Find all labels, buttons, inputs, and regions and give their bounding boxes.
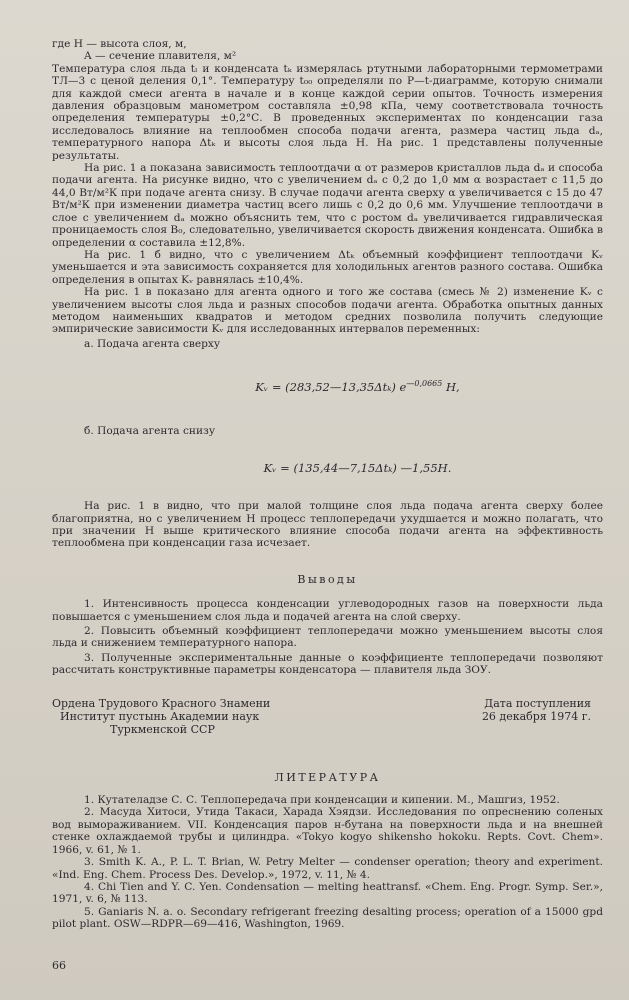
eq-b-lhs: Kᵥ — [263, 460, 277, 475]
institution-line: Ордена Трудового Красного Знамени — [52, 696, 271, 710]
reference-item: 4. Chi Tien and Y. C. Yen. Condensation — melting heattransf. «Chem. Eng. Progr. Symp. Ser.», 1971, v. 6, № 113. — [52, 880, 603, 906]
paragraph-fig1v: На рис. 1 в показано для агента одного и того же состава (смесь № 2) изменение Kᵥ с увеличением высоты слоя льда и разных способов подачи агента. Обработка опытных данных методом наименьших квадратов и методом средних позволила получить следующие эмпирические зависимости Kᵥ для исследованных интервалов переменных: — [52, 286, 603, 336]
reference-item: 2. Масуда Хитоси, Утида Такаси, Харада Хэядзи. Исследования по опреснению соленых вод вымораживанием. VII. Конденсация паров н-бутана на поверхности льда и на внешней стенке охлаждаемой трубы и цилиндра. «Tokyo kogyo shikensho hokoku. Repts. Covt. Chem». 1966, v. 61, № 1. — [52, 806, 603, 856]
received-info — [482, 697, 603, 736]
eq-a-lhs: Kᵥ — [255, 379, 269, 394]
received-date: 26 декабря 1974 г. — [481, 709, 591, 723]
equation-top-feed — [52, 378, 603, 393]
eq-b-rhs: = (135,44—7,15Δtₖ) —1,55H. — [280, 460, 452, 475]
conclusion-item: 2. Повысить объемный коэффициент теплопередачи можно уменьшением высоты слоя льда и снижением температурного напора. — [52, 625, 603, 650]
reference-item: 3. Smith K. A., P. L. T. Brian, W. Petry Melter — condenser operation; theory and experiment. «Ind. Eng. Chem. Process Des. Develop.», 1972, v. 11, № 4. — [52, 856, 603, 881]
affiliation-block — [52, 697, 603, 736]
where-line-a: A — сечение плавителя, м² — [84, 50, 237, 63]
intro-paragraph: Температура слоя льда tₗ и конденсата tₖ измерялась ртутными лабораторными термометрами ТЛ—3 с ценой деления 0,1°. Температуру t₀₀ определяли по P—t-диаграмме, которую снимали для каждой смеси агента в начале и в конце каждой серии опытов. Точность измерения давления образцовым манометром составляла ±0,98 кПа, чему соответствовала точность определения температуры ±0,2°С. В проведенных экспериментах по конденсации газа исследовалось влияние на теплообмен способа подачи агента, размера частиц льда dₐ, температурного напора Δtₖ и высоты слоя льда H. На рис. 1 представлены полученные результаты. — [52, 62, 603, 162]
case-b-label: б. Подача агента снизу — [84, 425, 216, 438]
literature-heading: ЛИТЕРАТУРА — [274, 770, 381, 784]
paragraph-fig1v-2: На рис. 1 в видно, что при малой толщине слоя льда подача агента сверху более благоприятна, но с увеличением H процесс теплопередачи ухудшается и можно полагать, что при значении H выше критического влияние способа подачи агента на эффективность теплообмена при конденсации газа исчезает. — [52, 500, 603, 550]
reference-item: 5. Ganiaris N. a. o. Secondary refrigerant freezing desalting process; operation of a 15000 gpd pilot plant. OSW—RDPR—69—416, Washington, 1969. — [52, 905, 603, 931]
equation-bottom-feed — [52, 462, 603, 474]
conclusions-list — [52, 598, 603, 676]
page-number: 66 — [52, 959, 66, 972]
paragraph-fig1b: На рис. 1 б видно, что с увеличением Δtₖ объемный коэффициент теплоотдачи Kᵥ уменьшается и эта зависимость сохраняется для холодильных агентов разного состава. Ошибка определения в опытах Kᵥ равнялась ±10,4%. — [52, 248, 603, 286]
eq-a-tail: H, — [442, 379, 460, 394]
received-label: Дата поступления — [484, 696, 591, 710]
conclusion-item: 1. Интенсивность процесса конденсации углеводородных газов на поверхности льда повышается с уменьшением слоя льда и подачей агента на слой сверху. — [52, 598, 603, 623]
institution-line: Туркменской ССР — [110, 722, 215, 736]
case-a-label: а. Подача агента сверху — [84, 337, 221, 350]
eq-a-mid: = (283,52—13,35Δtₖ) e — [271, 379, 407, 394]
conclusions-heading: Выводы — [297, 572, 358, 586]
reference-list — [52, 794, 603, 930]
reference-item: 1. Кутателадзе С. С. Теплопередача при конденсации и кипении. М., Машгиз, 1952. — [84, 794, 560, 807]
paragraph-fig1a: На рис. 1 а показана зависимость теплоотдачи α от размеров кристаллов льда dₐ и способа подачи агента. На рисунке видно, что с увеличением dₐ с 0,2 до 1,0 мм α возрастает с 11,5 до 44,0 Вт/м²К при подаче агента снизу. В случае подачи агента сверху α увеличивается с 15 до 47 Вт/м²К при изменении диаметра частиц всего лишь с 0,2 до 0,6 мм. Улучшение теплоотдачи в слое с увеличением dₐ можно объяснить тем, что с ростом dₐ увеличивается гидравлическая проницаемость слоя B₀, следовательно, увеличивается скорость движения конденсата. Ошибка в определении α составила ±12,8%. — [52, 162, 603, 249]
conclusion-item: 3. Полученные экспериментальные данные о коэффициенте теплопередачи позволяют рассчитать конструктивные параметры конденсатора — плавителя льда ЗОУ. — [52, 651, 603, 677]
eq-a-exponent: —0,0665 — [406, 379, 443, 389]
institution-line: Институт пустынь Академии наук — [60, 709, 260, 723]
institution — [52, 697, 270, 736]
where-line-h: где H — высота слоя, м, — [52, 38, 187, 50]
